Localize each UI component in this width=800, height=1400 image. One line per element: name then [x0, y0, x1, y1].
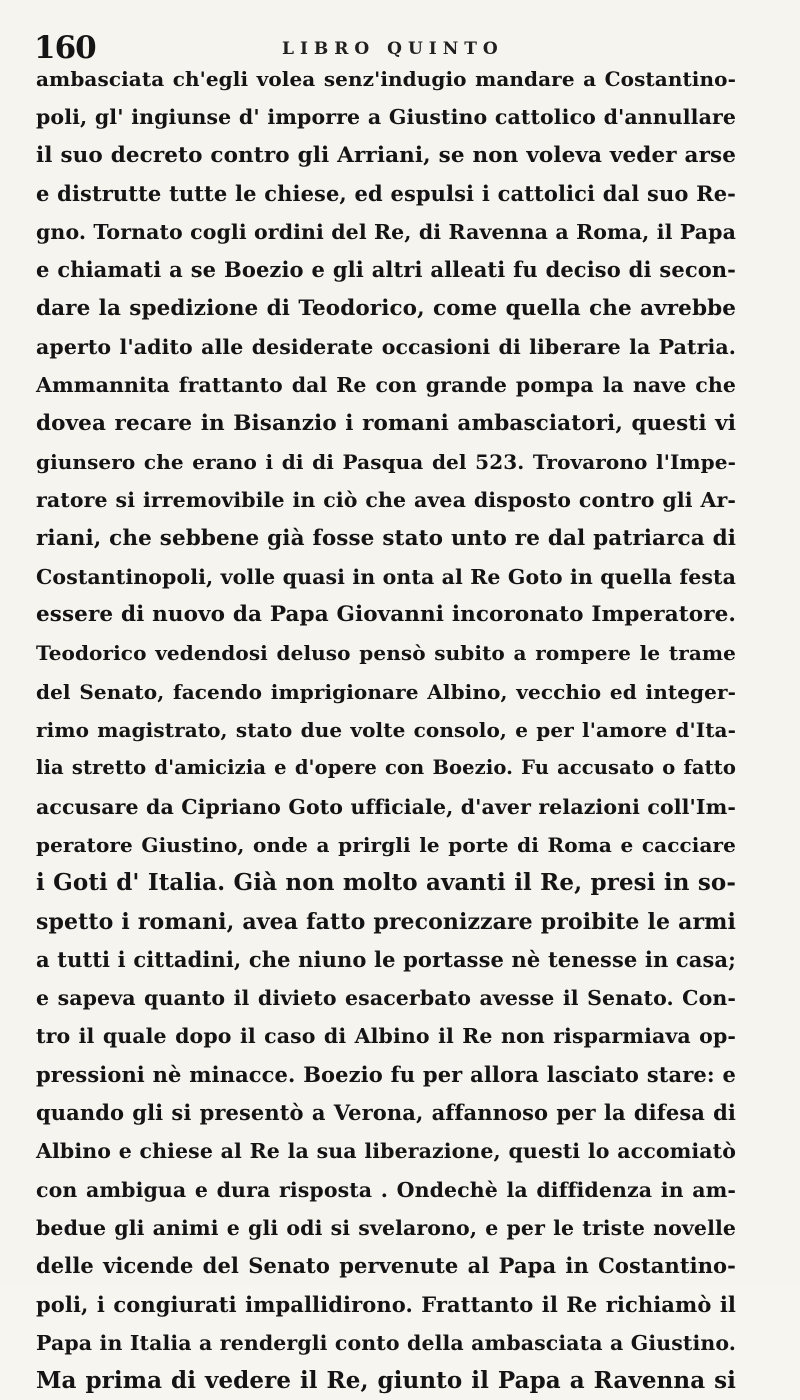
text-line: pressioni nè minacce. Boezio fu per allora lasciato stare: e — [36, 1061, 736, 1087]
text-line: aperto l'adito alle desiderate occasioni di liberare la Patria. — [36, 335, 736, 360]
text-line: e distrutte tutte le chiese, ed espulsi i cattolici dal suo Re- — [36, 180, 736, 206]
text-line: dovea recare in Bisanzio i romani ambasciatori, questi vi — [36, 410, 736, 436]
text-line: delle vicende del Senato pervenute al Papa in Costantino- — [36, 1253, 736, 1279]
text-line: Papa in Italia a rendergli conto della ambasciata a Giustino. — [36, 1330, 736, 1355]
text-line: ambasciata ch'egli volea senz'indugio mandare a Costantino- — [36, 67, 736, 91]
text-line: e chiamati a se Boezio e gli altri alleati fu deciso di secon- — [36, 257, 736, 283]
text-line: ratore si irremovibile in ciò che avea disposto contro gli Ar- — [36, 488, 736, 513]
text-line: peratore Giustino, onde a prirgli le porte di Roma e cacciare — [36, 832, 736, 857]
text-line: poli, i congiurati impallidirono. Frattanto il Re richiamò il — [36, 1291, 736, 1317]
text-line: rimo magistrato, stato due volte consolo, e per l'amore d'Ita- — [36, 718, 736, 743]
running-head: LIBRO QUINTO — [282, 39, 504, 59]
page-number: 160 — [34, 30, 96, 66]
text-line: quando gli si presentò a Verona, affannoso per la difesa di — [36, 1100, 736, 1126]
text-line: riani, che sebbene già fosse stato unto re dal patriarca di — [36, 525, 736, 551]
text-line: con ambigua e dura risposta . Ondechè la diffidenza in am- — [36, 1177, 736, 1202]
text-line: accusare da Cipriano Goto ufficiale, d'aver relazioni coll'Im- — [36, 794, 736, 819]
text-line: bedue gli animi e gli odi si svelarono, e per le triste novelle — [36, 1215, 736, 1240]
body-text — [36, 60, 736, 1400]
text-line: i Goti d' Italia. Già non molto avanti il Re, presi in so- — [36, 869, 736, 897]
text-line: Ammannita frattanto dal Re con grande pompa la nave che — [36, 373, 736, 398]
text-line: gno. Tornato cogli ordini del Re, di Ravenna a Roma, il Papa — [36, 220, 736, 245]
text-line: il suo decreto contro gli Arriani, se non voleva veder arse — [36, 142, 736, 168]
text-line: giunsero che erano i di di Pasqua del 523. Trovarono l'Impe- — [36, 449, 736, 474]
text-line: e sapeva quanto il divieto esacerbato avesse il Senato. Con- — [36, 986, 736, 1011]
text-line: tro il quale dopo il caso di Albino il Re non risparmiava op- — [36, 1024, 736, 1049]
text-line: lia stretto d'amicizia e d'opere con Boezio. Fu accusato o fatto — [36, 756, 736, 780]
text-line: dare la spedizione di Teodorico, come quella che avrebbe — [36, 295, 736, 321]
text-line: a tutti i cittadini, che niuno le portasse nè tenesse in casa; — [36, 946, 736, 972]
text-line: Albino e chiese al Re la sua liberazione, questi lo accomiatò — [36, 1139, 736, 1164]
text-line: spetto i romani, avea fatto preconizzare proibite le armi — [36, 908, 736, 935]
text-line: Ma prima di vedere il Re, giunto il Papa a Ravenna si — [36, 1367, 736, 1395]
text-line: Teodorico vedendosi deluso pensò subito a rompere le trame — [36, 641, 736, 666]
text-line: poli, gl' ingiunse d' imporre a Giustino cattolico d'annullare — [36, 105, 736, 130]
text-line: Costantinopoli, volle quasi in onta al Re Goto in quella festa — [36, 564, 736, 589]
text-line: essere di nuovo da Papa Giovanni incoronato Imperatore. — [36, 602, 736, 628]
text-line: del Senato, facendo imprigionare Albino, vecchio ed integer- — [36, 679, 736, 704]
